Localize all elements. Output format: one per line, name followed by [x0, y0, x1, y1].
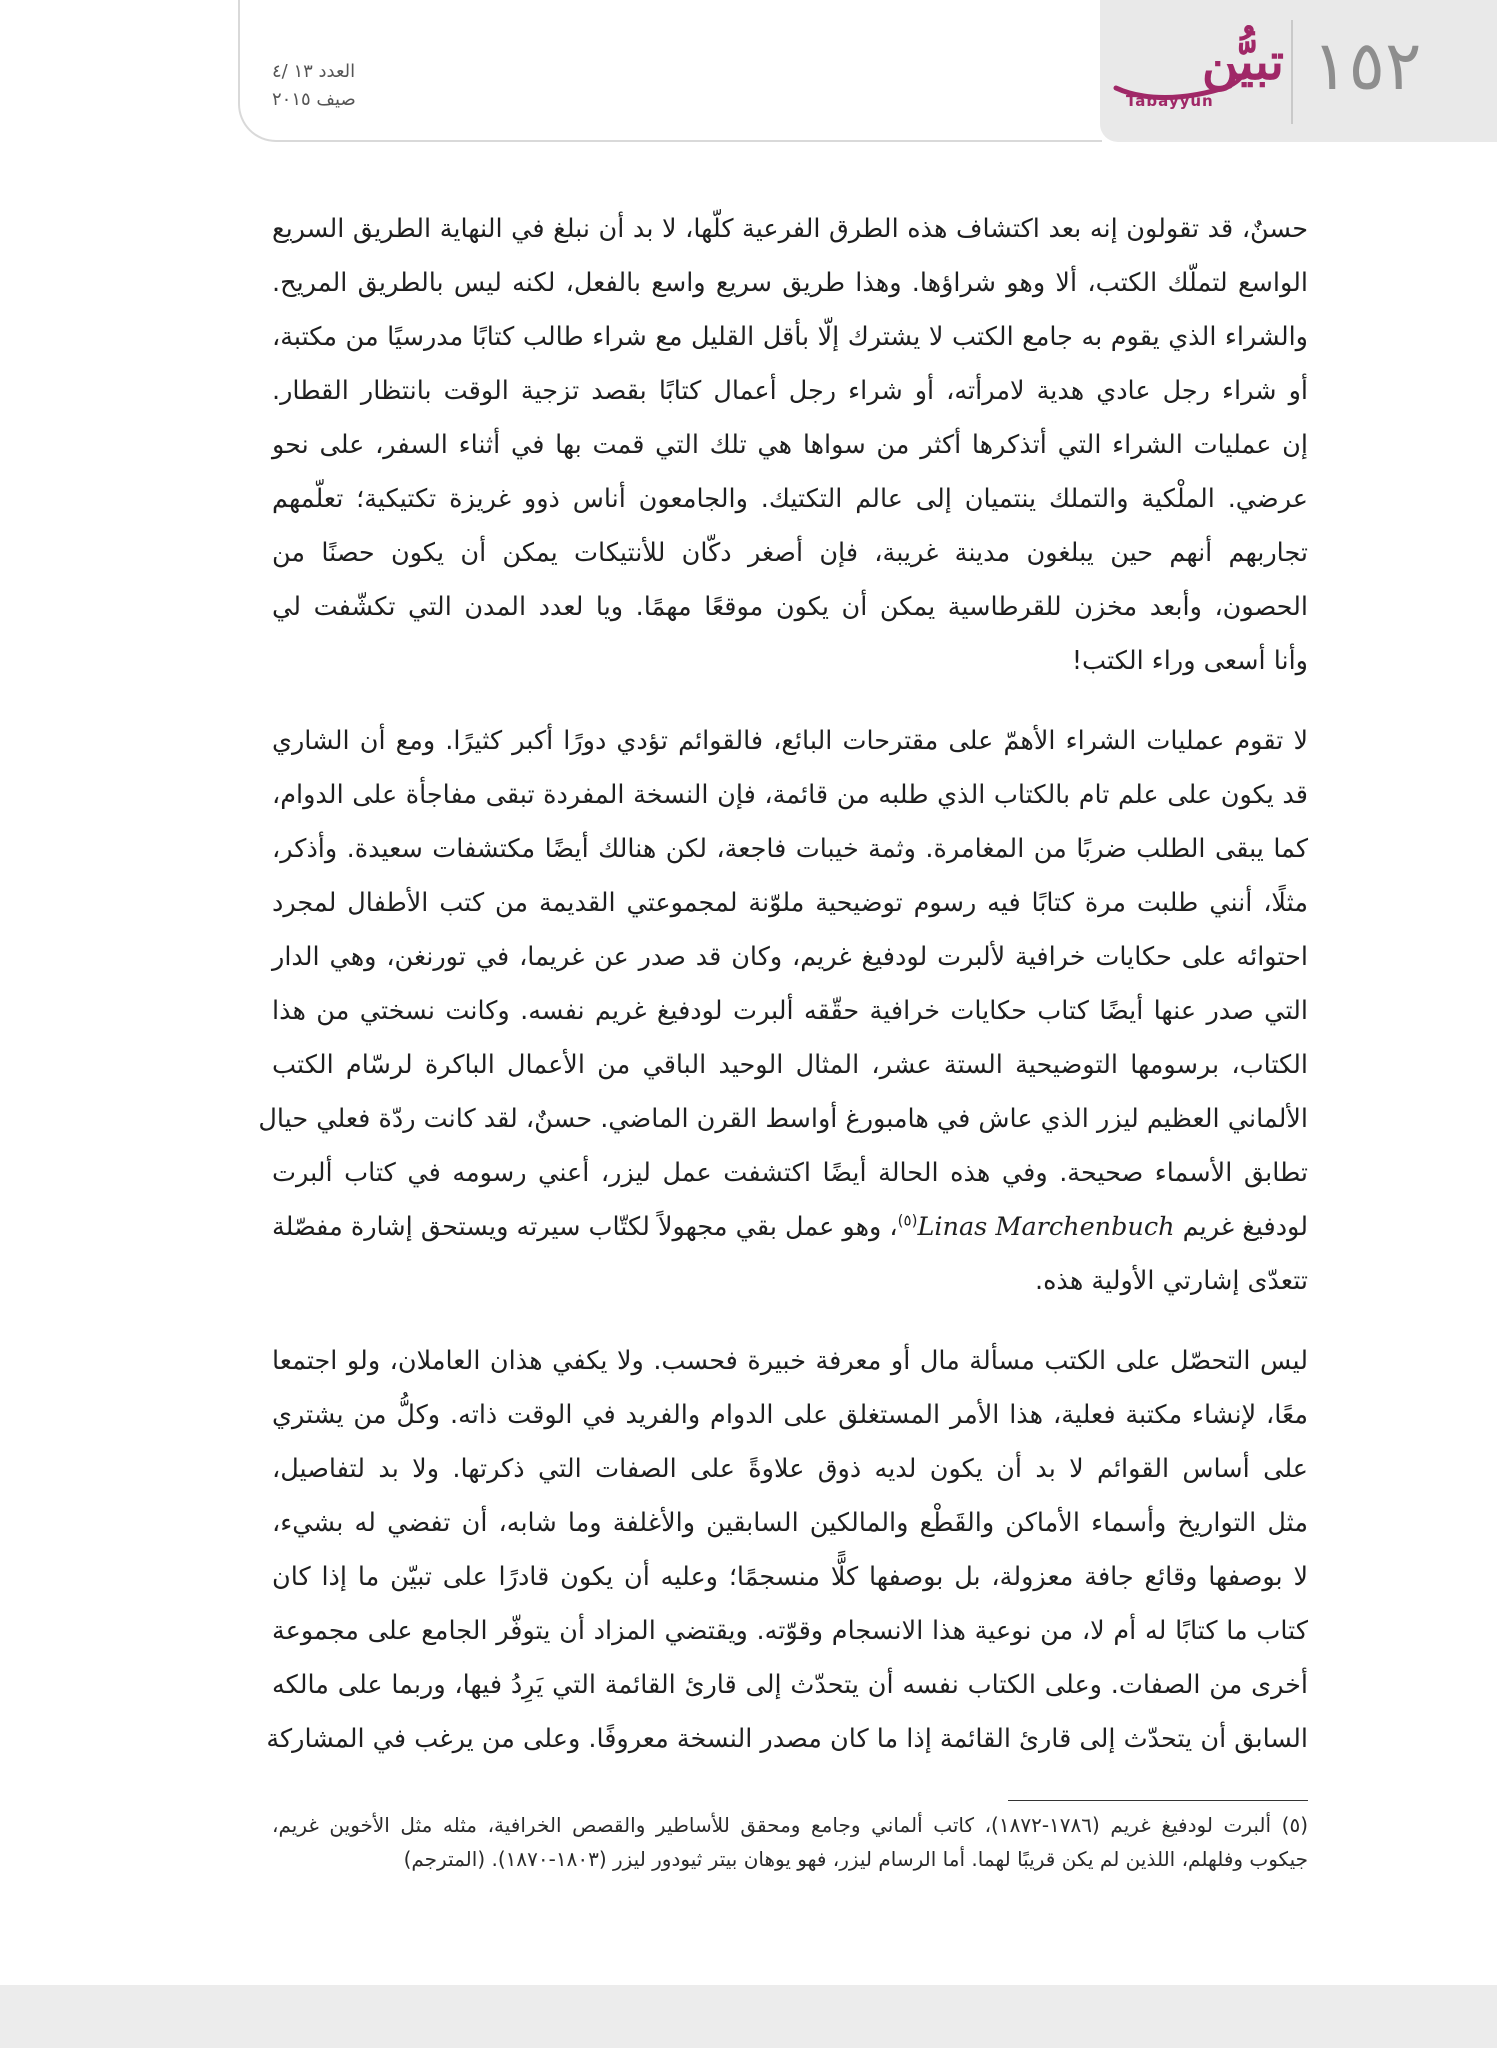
text-fragment: ، وهو عمل بقي مجهولاً لكتّاب سيرته ويستحق إشارة مفصّلة — [271, 1212, 898, 1242]
text-line: الألماني العظيم ليزر الذي عاش في هامبورغ أواسط القرن الماضي. حسنٌ، لقد كانت ردّة فعلي حيال — [258, 1104, 1308, 1134]
footnote-divider — [1008, 1800, 1308, 1801]
text-line: حسنٌ، قد تقولون إنه بعد اكتشاف هذه الطرق الفرعية كلّها، لا بد أن نبلغ في النهاية الطريق السريع — [272, 214, 1308, 244]
text-line: تطابق الأسماء صحيحة. وفي هذه الحالة أيضًا اكتشفت عمل ليزر، أعني رسومه في كتاب ألبرت — [272, 1158, 1308, 1188]
text-line: ليس التحصّل على الكتب مسألة مال أو معرفة خبيرة فحسب. ولا يكفي هذان العاملان، ولو اجتمعا — [272, 1346, 1308, 1376]
text-line: والشراء الذي يقوم به جامع الكتب لا يشترك إلّا بأقل القليل مع شراء طالب كتابًا مدرسيًا من مكتبة، — [272, 322, 1308, 352]
text-line: لا بوصفها وقائع جافة معزولة، بل بوصفها كلًّا منسجمًا؛ وعليه أن يكون قادرًا على تبيّن ما إذا كان — [272, 1562, 1308, 1592]
paragraph-1 — [272, 202, 1308, 688]
book-title: Linas Marchenbuch — [917, 1212, 1175, 1242]
text-line: أخرى من الصفات. وعلى الكتاب نفسه أن يتحدّث إلى قارئ القائمة التي يَرِدُ فيها، وربما على مالكه — [272, 1670, 1308, 1700]
page-footer-band — [0, 1985, 1497, 2048]
issue-season: صيف ٢٠١٥ — [272, 89, 356, 110]
text-line: على أساس القوائم لا بد أن يكون لديه ذوق علاوةً على الصفات التي ذكرتها. ولا بد لتفاصيل، — [272, 1454, 1308, 1484]
journal-logo — [1112, 30, 1282, 124]
text-line: إن عمليات الشراء التي أتذكرها أكثر من سواها هي تلك التي قمت بها في أثناء السفر، على نحو — [272, 430, 1308, 460]
text-line: أو شراء رجل عادي هدية لامرأته، أو شراء رجل أعمال كتابًا بقصد تزجية الوقت بانتظار القطار. — [272, 376, 1308, 406]
header-divider — [1291, 20, 1293, 124]
paragraph-2 — [258, 714, 1308, 1308]
text-line: التي صدر عنها أيضًا كتاب حكايات خرافية حقّقه ألبرت لودفيغ غريم نفسه. وكانت نسختي من هذا — [272, 996, 1308, 1026]
footnote-marker[interactable]: (٥) — [897, 1211, 918, 1230]
page-header — [0, 0, 1497, 142]
text-line: تجاربهم أنهم حين يبلغون مدينة غريبة، فإن أصغر دكّان للأنتيكات يمكن أن يكون حصنًا من — [272, 538, 1308, 568]
text-line: الكتاب، برسومها التوضيحية الستة عشر، المثال الوحيد الباقي من الأعمال الباكرة لرسّام الكتب — [272, 1050, 1308, 1080]
text-line: السابق أن يتحدّث إلى قارئ القائمة إذا ما كان مصدر النسخة معروفًا. وعلى من يرغب في المشاركة — [266, 1724, 1308, 1754]
issue-number: العدد ١٣ /٤ — [272, 61, 356, 82]
paragraph-3 — [266, 1334, 1308, 1766]
text-line: عرضي. الملْكية والتملك ينتميان إلى عالم التكتيك. والجامعون أناس ذوو غريزة تكتيكية؛ تعلّمهم — [272, 484, 1308, 514]
text-line: مثل التواريخ وأسماء الأماكن والقَطْع والمالكين السابقين والأغلفة وما شابه، أن تفضي له بشيء، — [272, 1508, 1308, 1538]
text-line: تتعدّى إشارتي الأولية هذه. — [1034, 1266, 1308, 1296]
article-body — [258, 202, 1308, 1792]
logo-latin-text: Tabayyun — [1126, 92, 1214, 110]
text-line: احتوائه على حكايات خرافية لألبرت لودفيغ غريم، وكان قد صدر عن غريما، في تورنغن، وهي الدار — [272, 942, 1308, 972]
text-line: مثلًا، أنني طلبت مرة كتابًا فيه رسوم توضيحية ملوّنة لمجموعتي القديمة من كتب الأطفال لمجرد — [272, 888, 1308, 918]
text-line: لا تقوم عمليات الشراء الأهمّ على مقترحات البائع، فالقوائم تؤدي دورًا أكبر كثيرًا. ومع أن الشاري — [272, 726, 1308, 756]
footnote-line: (٥) ألبرت لودفيغ غريم (١٧٨٦-١٨٧٢)، كاتب ألماني وجامع ومحقق للأساطير والقصص الخرافية، مثله مثل الأخوين غريم، — [272, 1813, 1308, 1837]
footnote-line: جيكوب وفلهلم، اللذين لم يكن قريبًا لهما. أما الرسام ليزر، فهو يوهان بيتر ثيودور ليزر (١٨٠٣-١٨٧٠). (المترجم) — [403, 1847, 1308, 1871]
logo-arabic-text: تبيُّن — [1201, 32, 1284, 91]
text-fragment: لودفيغ غريم — [1174, 1212, 1308, 1242]
page-number: ١٥٢ — [1312, 27, 1422, 106]
footnotes — [272, 1808, 1308, 1876]
text-line-with-title — [272, 1200, 1308, 1254]
text-line: معًا، لإنشاء مكتبة فعلية، هذا الأمر المستغلق على الدوام والفريد في الوقت ذاته. وكلُّ من يشتري — [272, 1400, 1308, 1430]
text-line: الحصون، وأبعد مخزن للقرطاسية يمكن أن يكون موقعًا مهمًا. ويا لعدد المدن التي تكشّفت لي — [272, 592, 1308, 622]
text-line: كما يبقى الطلب ضربًا من المغامرة. وثمة خيبات فاجعة، لكن هنالك أيضًا مكتشفات سعيدة. وأذكر، — [272, 834, 1308, 864]
text-line: الواسع لتملّك الكتب، ألا وهو شراؤها. وهذا طريق سريع واسع بالفعل، لكنه ليس بالطريق المريح. — [272, 268, 1308, 298]
text-line: وأنا أسعى وراء الكتب! — [1071, 646, 1308, 676]
issue-info — [272, 58, 472, 114]
text-line: قد يكون على علم تام بالكتاب الذي طلبه من قائمة، فإن النسخة المفردة تبقى مفاجأة على الدوام، — [272, 780, 1308, 810]
text-line: كتاب ما كتابًا له أم لا، من نوعية هذا الانسجام وقوّته. ويقتضي المزاد أن يتوفّر الجامع على مجموعة — [272, 1616, 1308, 1646]
